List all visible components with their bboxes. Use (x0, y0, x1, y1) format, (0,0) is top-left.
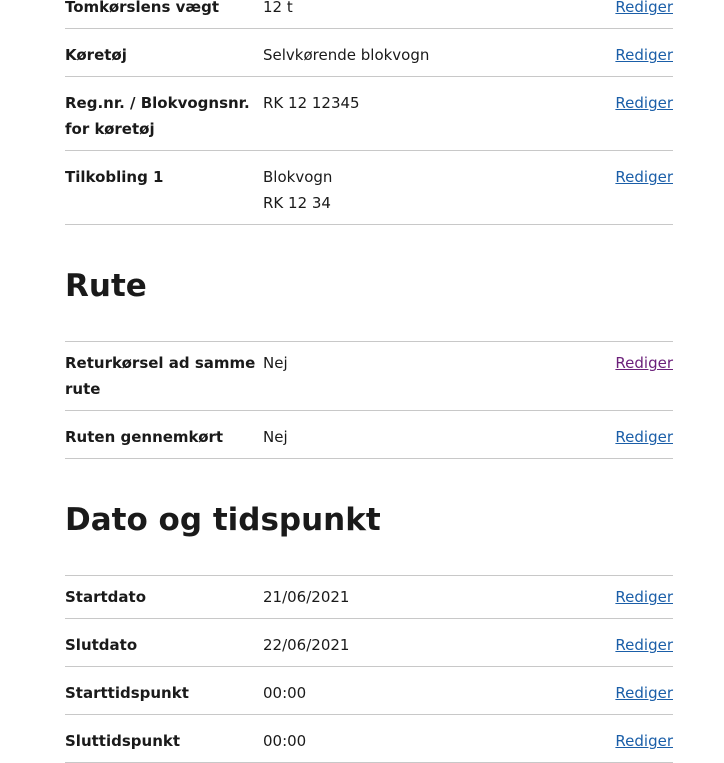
summary-row-action (615, 350, 673, 402)
summary-row-returk-rsel-ad-samme-rute (65, 342, 673, 411)
summary-row-label: Tilkobling 1 (65, 168, 164, 186)
summary-row-value (263, 584, 615, 610)
summary-row-action (615, 424, 673, 450)
summary-row-label: Køretøj (65, 46, 127, 64)
route-summary-list (65, 341, 673, 459)
summary-row-label: Starttidspunkt (65, 684, 189, 702)
summary-row-ruten-gennemk-rt (65, 411, 673, 459)
summary-row-value (263, 42, 615, 68)
edit-link[interactable]: Rediger (615, 684, 673, 702)
summary-row-action (615, 90, 673, 142)
summary-row-sluttidspunkt (65, 715, 673, 763)
summary-row-label: Tomkørslens vægt (65, 0, 219, 16)
summary-row-value (263, 728, 615, 754)
summary-row-value-line: RK 12 34 (263, 194, 331, 212)
edit-link[interactable]: Rediger (615, 168, 673, 186)
edit-link[interactable]: Rediger (615, 354, 673, 372)
summary-row-k-ret-j (65, 29, 673, 77)
summary-row-value-line: RK 12 12345 (263, 94, 360, 112)
edit-link[interactable]: Rediger (615, 588, 673, 606)
summary-row-tomk-rslens-v-gt (65, 0, 673, 29)
summary-row-value (263, 424, 615, 450)
summary-row-value (263, 680, 615, 706)
summary-row-value (263, 632, 615, 658)
summary-row-label: Ruten gennemkørt (65, 428, 224, 446)
summary-row-value (263, 0, 615, 20)
summary-page (65, 0, 673, 763)
summary-row-action (615, 42, 673, 68)
summary-row-value-line: 12 t (263, 0, 293, 16)
summary-row-action (615, 164, 673, 216)
vehicle-summary-list (65, 0, 673, 225)
summary-row-action (615, 680, 673, 706)
summary-row-reg-nr-blokvognsnr-for-k-ret-j (65, 77, 673, 151)
summary-row-action (615, 584, 673, 610)
summary-row-slutdato (65, 619, 673, 667)
summary-row-value-line: Nej (263, 354, 288, 372)
summary-row-value-line: Selvkørende blokvogn (263, 46, 430, 64)
edit-link[interactable]: Rediger (615, 636, 673, 654)
summary-row-tilkobling-1 (65, 151, 673, 225)
summary-row-value (263, 90, 615, 142)
summary-row-action (615, 728, 673, 754)
summary-row-label: Returkørsel ad samme rute (65, 354, 256, 398)
summary-row-action (615, 632, 673, 658)
edit-link[interactable]: Rediger (615, 732, 673, 750)
edit-link[interactable]: Rediger (615, 46, 673, 64)
summary-row-label: Reg.nr. / Blokvognsnr. for køretøj (65, 94, 250, 138)
summary-row-value-line: 00:00 (263, 732, 307, 750)
datetime-heading: Dato og tidspunkt (65, 502, 381, 538)
summary-row-action (615, 0, 673, 20)
summary-row-value-line: 21/06/2021 (263, 588, 350, 606)
route-heading: Rute (65, 268, 147, 304)
summary-row-starttidspunkt (65, 667, 673, 715)
edit-link[interactable]: Rediger (615, 0, 673, 16)
summary-row-value-line: 00:00 (263, 684, 307, 702)
summary-row-startdato (65, 576, 673, 619)
edit-link[interactable]: Rediger (615, 428, 673, 446)
edit-link[interactable]: Rediger (615, 94, 673, 112)
summary-row-value (263, 164, 615, 216)
summary-row-label: Startdato (65, 588, 146, 606)
summary-row-label: Slutdato (65, 636, 138, 654)
summary-row-value-line: 22/06/2021 (263, 636, 350, 654)
summary-row-value-line: Nej (263, 428, 288, 446)
datetime-summary-list (65, 575, 673, 763)
summary-row-label: Sluttidspunkt (65, 732, 181, 750)
summary-row-value (263, 350, 615, 402)
summary-row-value-line: Blokvogn (263, 168, 333, 186)
